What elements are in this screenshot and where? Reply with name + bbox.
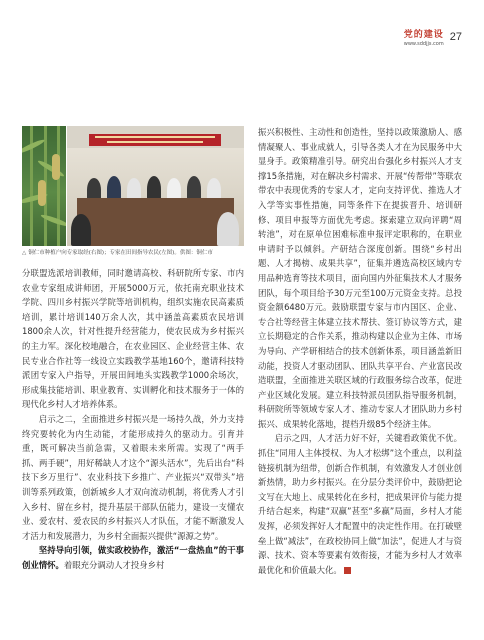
left-paragraph-3-text: 着眼充分调动人才投身乡村 xyxy=(63,559,165,570)
left-paragraph-3 xyxy=(22,543,244,572)
right-paragraph-2-text: 启示之四，人才活力好不好，关键看政策优不优。抓住“同用人主体授权、为人才松绑”这个重点，以利益链接机制为纽带，创新合作机制，有效激发人才创业创新热情，助力乡村振兴。在分层分类评价中，鼓励把论文写在大地上、成果转化在乡村，把成果评价与能力提升结合起来，构建“双赢”甚至“多赢”局面，乡村人才能发挥，必须发挥好人才配置中的决定性作用。在打破壁垒上做“减法”，在政校协同上做“加法”，促进人才与资源、技术、资本等要素有效衔接，才能为乡村人才效率最优化和价值最大化。 xyxy=(258,433,462,575)
meeting-room-photo xyxy=(67,126,244,246)
magazine-masthead xyxy=(404,30,444,48)
section-heading: 坚持导向引领，做实政校协作，激活“一盘热血”的干事创业情怀。 xyxy=(22,545,244,570)
corn-field-photo xyxy=(22,126,66,246)
left-paragraph-2: 启示之二，全面推进乡村振兴是一场持久战，外力支持终究要转化为内生动能，才能形成持久的驱动力。引育并重，既可解决当前急需，又着眼未来所需。实现了“两手抓、两手硬”，用好稀缺人才这个“源头活水”，先后出台“科技下乡万里行”、农业科技下乡推广、产业振兴“双带头”培训等系列政策，创新城乡人才双向流动机制，将优秀人才引入乡村、留在乡村，提升基层干部队伍能力，建设一支懂农业、爱农村、爱农民的乡村振兴人才队伍，才能不断激发人才活力和发展潜力，为乡村全面振兴提供“源源之势”。 xyxy=(22,413,244,541)
page-header xyxy=(404,30,462,54)
left-column xyxy=(22,266,244,572)
magazine-url[interactable]: www.sddjjs.com xyxy=(403,41,444,47)
right-paragraph-2 xyxy=(258,431,462,577)
page-number: 27 xyxy=(449,31,462,43)
right-paragraph-1: 振兴积极性、主动性和创造性，坚持以政策激励人、感情凝聚人、事业成就人，引导各类人才在为民服务中大显身手。政策精准引导。研究出台强化乡村振兴人才支撑15条措施，对在解决乡村需求、开展“传帮带”等联农带农中表现优秀的专家人才，定向支持评优、推选人才入学等实事性措施，同等条件下在提拔晋升、培训研修、项目申报等方面优先考虑。探索建立双向评聘“周转池”，对在原单位困难标准申报评定职称的，在职业申请时予以倾斜。产研结合深度创新。围绕“乡村出题、人才揭榜、成果共享”，征集并遴选高校区域内专用品种选育等技术项目，面向国内外征集技术人才服务团队，每个项目给予30万元至100万元资金支持。总投资金额6480万元。鼓励联盟专家与市内国区、企业、专合社等经营主体建立技术帮扶、签订协议等方式，建立长期稳定的合作关系，推动构建以企业为主体、市场为导向、产学研相结合的技术创新体系，项目涵盖新旧动能，投资人才驱动团队、团队共享平台、产业富民改造联盟，全面推进关联区域的行政服务综合改革，促进产业区域化发展。建立科技特派员团队指导服务机制，科研院所等领域专家人才、推动专家人才团队助力乡村振兴、成果转化落地，提档升级85个经济主体。 xyxy=(258,127,462,429)
left-paragraph-1: 分联盟选派培训教师，同时邀请高校、科研院所专家、市内农业专家组成讲师团，开展5000万元，依托南充职业技术学院、四川乡村振兴学院等培训机构，组织实施农民高素质培训，累计培训140万余人次，其中涵盖高素质农民培训1800余人次，针对性提升经营能力，使农民成为乡村振兴的主力军。深化校地融合，在农业园区、企业经营主体、农民专业合作社等一线设立实践教学基地160个，邀请科技特派团专家入户指导，开展田间地头实践教学1000余场次，形成集技能培训、职业教育、实训孵化和技术服务于一体的现代化乡村人才培养体系。 xyxy=(22,268,244,410)
photo-pair xyxy=(22,126,244,246)
article-end-icon xyxy=(344,567,351,574)
right-column xyxy=(258,125,462,577)
photo-caption xyxy=(22,249,244,257)
caption-triangle-icon: △ xyxy=(22,250,27,256)
caption-text: 铜仁市种植户向专家取经(右图)；专家在田间指导农民(左图)。供图：铜仁市 xyxy=(28,250,213,256)
magazine-logo: 党的建设 xyxy=(403,30,444,40)
